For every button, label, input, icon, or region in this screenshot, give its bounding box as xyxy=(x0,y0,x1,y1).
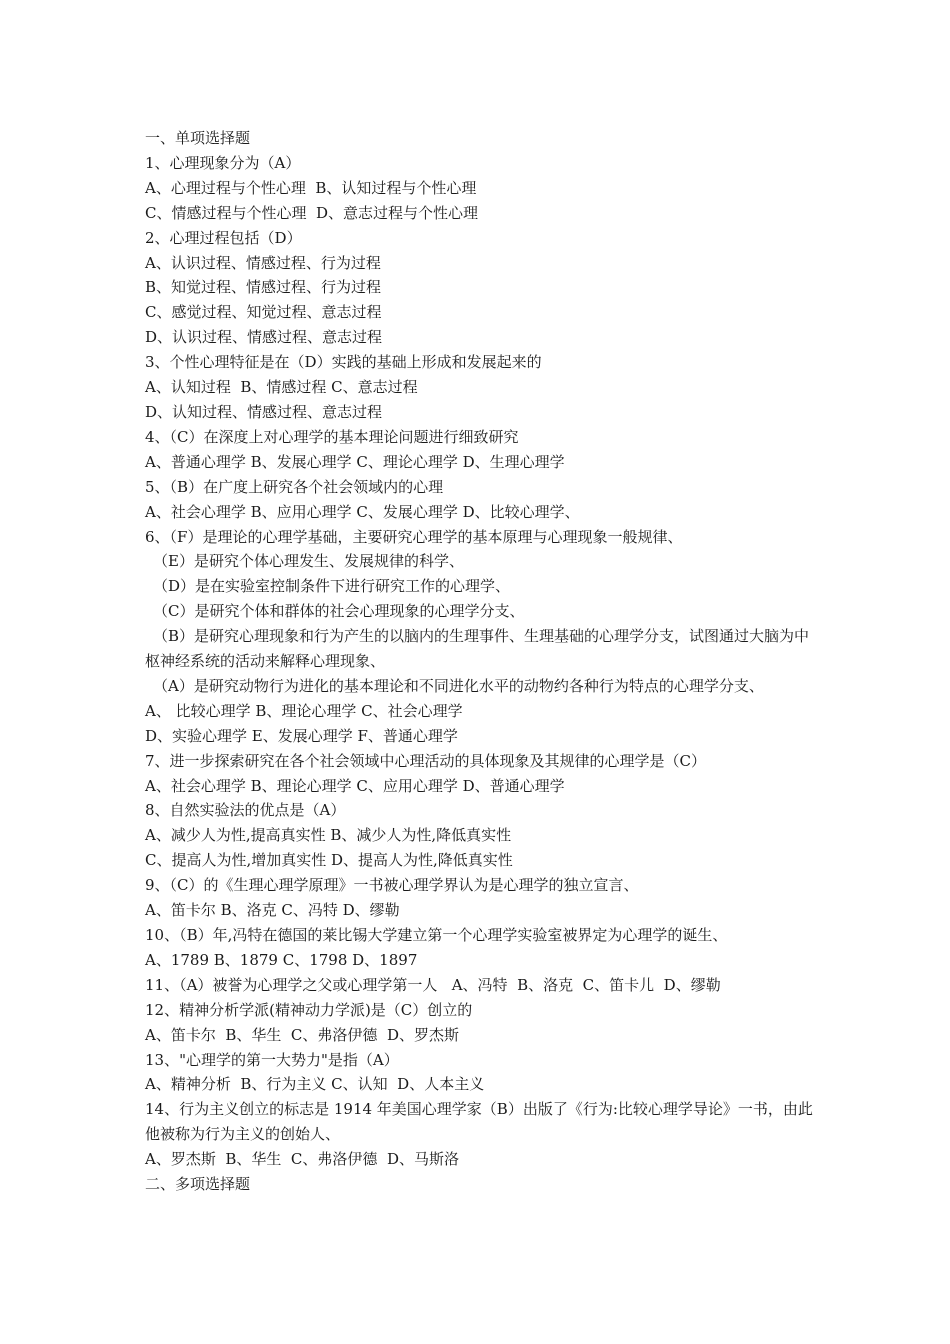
q8-options-cd: C、提高人为性,增加真实性 D、提高人为性,降低真实性 xyxy=(145,851,513,870)
q6-options-abc: A、 比较心理学 B、理论心理学 C、社会心理学 xyxy=(145,701,463,720)
q12-options: A、笛卡尔 B、华生 C、弗洛伊德 D、罗杰斯 xyxy=(145,1025,459,1044)
q6-item-c: （C）是研究个体和群体的社会心理现象的心理学分支、 xyxy=(153,602,525,621)
section-heading-2: 二、多项选择题 xyxy=(145,1175,251,1194)
q4-options: A、普通心理学 B、发展心理学 C、理论心理学 D、生理心理学 xyxy=(145,452,565,471)
q2-option-a: A、认识过程、情感过程、行为过程 xyxy=(145,253,381,272)
question-13: 13、"心理学的第一大势力"是指（A） xyxy=(145,1050,399,1069)
q6-item-a: （A）是研究动物行为进化的基本理论和不同进化水平的动物约各种行为特点的心理学分支、 xyxy=(153,676,764,695)
question-6: 6、（F）是理论的心理学基础，主要研究心理学的基本原理与心理现象一般规律、 xyxy=(145,527,683,546)
question-11: 11、（A）被誉为心理学之父或心理学第一人 A、冯特 B、洛克 C、笛卡儿 D、缪勒 xyxy=(145,975,721,994)
q1-options-ab: A、心理过程与个性心理 B、认知过程与个性心理 xyxy=(145,178,477,197)
q5-options: A、社会心理学 B、应用心理学 C、发展心理学 D、比较心理学、 xyxy=(145,502,580,521)
q2-option-c: C、感觉过程、知觉过程、意志过程 xyxy=(145,303,382,322)
q13-options: A、精神分析 B、行为主义 C、认知 D、人本主义 xyxy=(145,1075,485,1094)
q7-options: A、社会心理学 B、理论心理学 C、应用心理学 D、普通心理学 xyxy=(145,776,565,795)
section-heading: 一、单项选择题 xyxy=(145,129,251,147)
q2-option-d: D、认识过程、情感过程、意志过程 xyxy=(145,328,383,347)
question-9: 9、（C）的《生理心理学原理》一书被心理学界认为是心理学的独立宣言、 xyxy=(145,876,639,895)
q8-options-ab: A、减少人为性,提高真实性 B、减少人为性,降低真实性 xyxy=(145,826,512,845)
question-12: 12、精神分析学派(精神动力学派)是（C）创立的 xyxy=(145,1000,473,1019)
q6-options-def: D、实验心理学 E、发展心理学 F、普通心理学 xyxy=(145,726,458,745)
q1-options-cd: C、情感过程与个性心理 D、意志过程与个性心理 xyxy=(145,203,479,222)
question-7: 7、进一步探索研究在各个社会领域中心理活动的具体现象及其规律的心理学是（C） xyxy=(145,751,707,770)
question-1: 1、心理现象分为（A） xyxy=(145,153,301,172)
document-page xyxy=(145,126,815,1197)
question-8: 8、自然实验法的优点是（A） xyxy=(145,801,346,820)
q6-item-d: （D）是在实验室控制条件下进行研究工作的心理学、 xyxy=(153,577,511,596)
q3-option-d: D、认知过程、情感过程、意志过程 xyxy=(145,402,383,421)
question-14: 14、行为主义创立的标志是 1914 年美国心理学家（B）出版了《行为:比较心理学导论》一书，由此他被称为行为主义的创始人、 xyxy=(145,1100,813,1144)
question-4: 4、（C）在深度上对心理学的基本理论问题进行细致研究 xyxy=(145,427,519,446)
q6-item-b: （B）是研究心理现象和行为产生的以脑内的生理事件、生理基础的心理学分支，试图通过大脑为中枢神经系统的活动来解释心理现象、 xyxy=(145,627,810,671)
question-5: 5、（B）在广度上研究各个社会领域内的心理 xyxy=(145,477,444,496)
question-2: 2、心理过程包括（D） xyxy=(145,228,302,247)
question-3: 3、个性心理特征是在（D）实践的基础上形成和发展起来的 xyxy=(145,353,542,372)
q10-options: A、1789 B、1879 C、1798 D、1897 xyxy=(145,950,418,969)
q3-options-abc: A、认知过程 B、情感过程 C、意志过程 xyxy=(145,378,418,397)
q9-options: A、笛卡尔 B、洛克 C、冯特 D、缪勒 xyxy=(145,901,400,920)
q2-option-b: B、知觉过程、情感过程、行为过程 xyxy=(145,278,382,297)
q14-options: A、罗杰斯 B、华生 C、弗洛伊德 D、马斯洛 xyxy=(145,1150,459,1169)
q6-item-e: （E）是研究个体心理发生、发展规律的科学、 xyxy=(153,552,464,571)
question-10: 10、（B）年,冯特在德国的莱比锡大学建立第一个心理学实验室被界定为心理学的诞生、 xyxy=(145,926,728,944)
